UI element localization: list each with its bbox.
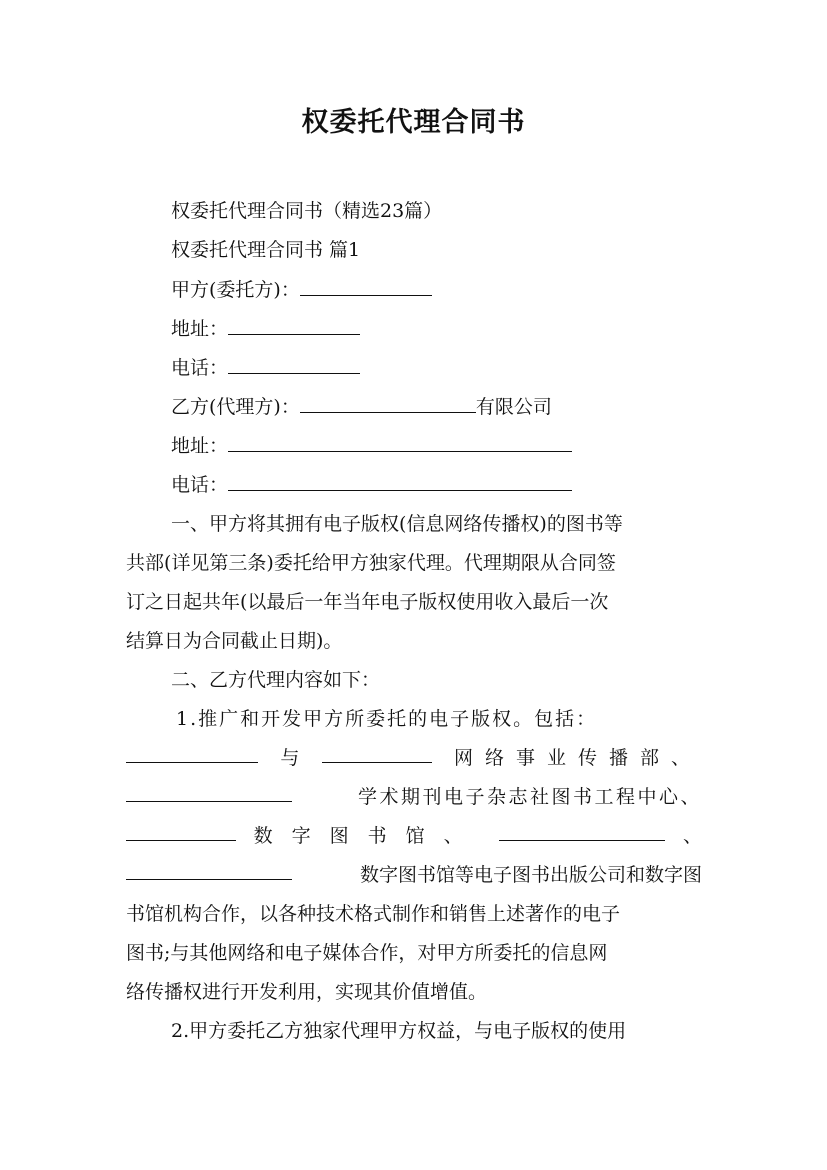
blank-field — [126, 861, 292, 880]
party-a-blank — [300, 277, 432, 296]
phone-blank — [228, 355, 360, 374]
paragraph-line — [171, 666, 380, 694]
party-b-line — [171, 393, 552, 421]
party-b-phone-line — [171, 471, 572, 499]
address-blank — [228, 433, 572, 452]
paragraph-line — [126, 939, 607, 967]
paragraph-line — [126, 978, 487, 1006]
blank-field — [126, 822, 236, 841]
address-label: 地址： — [171, 435, 229, 457]
item-1-text: 1.推广和开发甲方所委托的电子版权。包括： — [176, 708, 598, 730]
subtitle-line — [171, 197, 442, 225]
blank-field — [322, 744, 432, 763]
item-1-line — [126, 783, 702, 811]
party-a-label: 甲方(委托方)： — [171, 279, 300, 301]
paragraph-line — [126, 549, 616, 577]
address-label: 地址： — [171, 318, 229, 340]
item-2-line — [171, 1017, 626, 1045]
blank-field — [126, 783, 292, 802]
paragraph-line — [126, 900, 620, 928]
paragraph-text: 结算日为合同截止日期)。 — [126, 630, 343, 652]
paragraph-text: 一、甲方将其拥有电子版权(信息网络传播权)的图书等 — [171, 513, 623, 535]
phone-label: 电话： — [171, 474, 229, 496]
section-heading-text: 权委托代理合同书 篇1 — [171, 239, 361, 261]
paragraph-text: 共部(详见第三条)委托给甲方独家代理。代理期限从合同签 — [126, 552, 616, 574]
phone-label: 电话： — [171, 357, 229, 379]
item-1-text: 网络事业传播部、 — [453, 747, 702, 769]
party-b-label: 乙方(代理方)： — [171, 396, 300, 418]
paragraph-text: 图书;与其他网络和电子媒体合作，对甲方所委托的信息网 — [126, 942, 608, 964]
item-1-text: 、 — [682, 825, 702, 847]
paragraph-line — [126, 627, 342, 655]
paragraph-text: 书馆机构合作，以各种技术格式制作和销售上述著作的电子 — [126, 903, 621, 925]
blank-field — [499, 822, 665, 841]
address-blank — [228, 316, 360, 335]
party-b-blank — [300, 394, 476, 413]
document-title: 权委托代理合同书 — [301, 107, 526, 138]
item-1-line — [176, 705, 597, 733]
blank-field — [126, 744, 258, 763]
item-1-text: 数字图书馆等电子图书出版公司和数字图 — [359, 864, 702, 886]
item-1-line — [126, 744, 702, 772]
paragraph-text: 订之日起共年(以最后一年当年电子版权使用收入最后一次 — [126, 591, 609, 613]
phone-blank — [228, 472, 572, 491]
item-1-text: 与 — [280, 747, 300, 769]
item-1-line — [126, 861, 702, 889]
item-2-text: 2.甲方委托乙方独家代理甲方权益，与电子版权的使用 — [171, 1020, 627, 1042]
item-1-text: 学术期刊电子杂志社图书工程中心、 — [357, 786, 702, 808]
party-b-suffix: 有限公司 — [475, 396, 552, 418]
party-a-line — [171, 276, 432, 304]
party-a-address-line — [171, 315, 360, 343]
paragraph-line — [171, 510, 623, 538]
paragraph-line — [126, 588, 608, 616]
section-heading — [171, 236, 360, 264]
subtitle-text: 权委托代理合同书（精选23篇） — [171, 200, 443, 222]
paragraph-text: 二、乙方代理内容如下： — [171, 669, 381, 691]
item-1-line — [126, 822, 702, 850]
party-a-phone-line — [171, 354, 360, 382]
paragraph-text: 络传播权进行开发利用，实现其价值增值。 — [126, 981, 488, 1003]
item-1-text: 数字图书馆、 — [253, 825, 482, 847]
party-b-address-line — [171, 432, 572, 460]
